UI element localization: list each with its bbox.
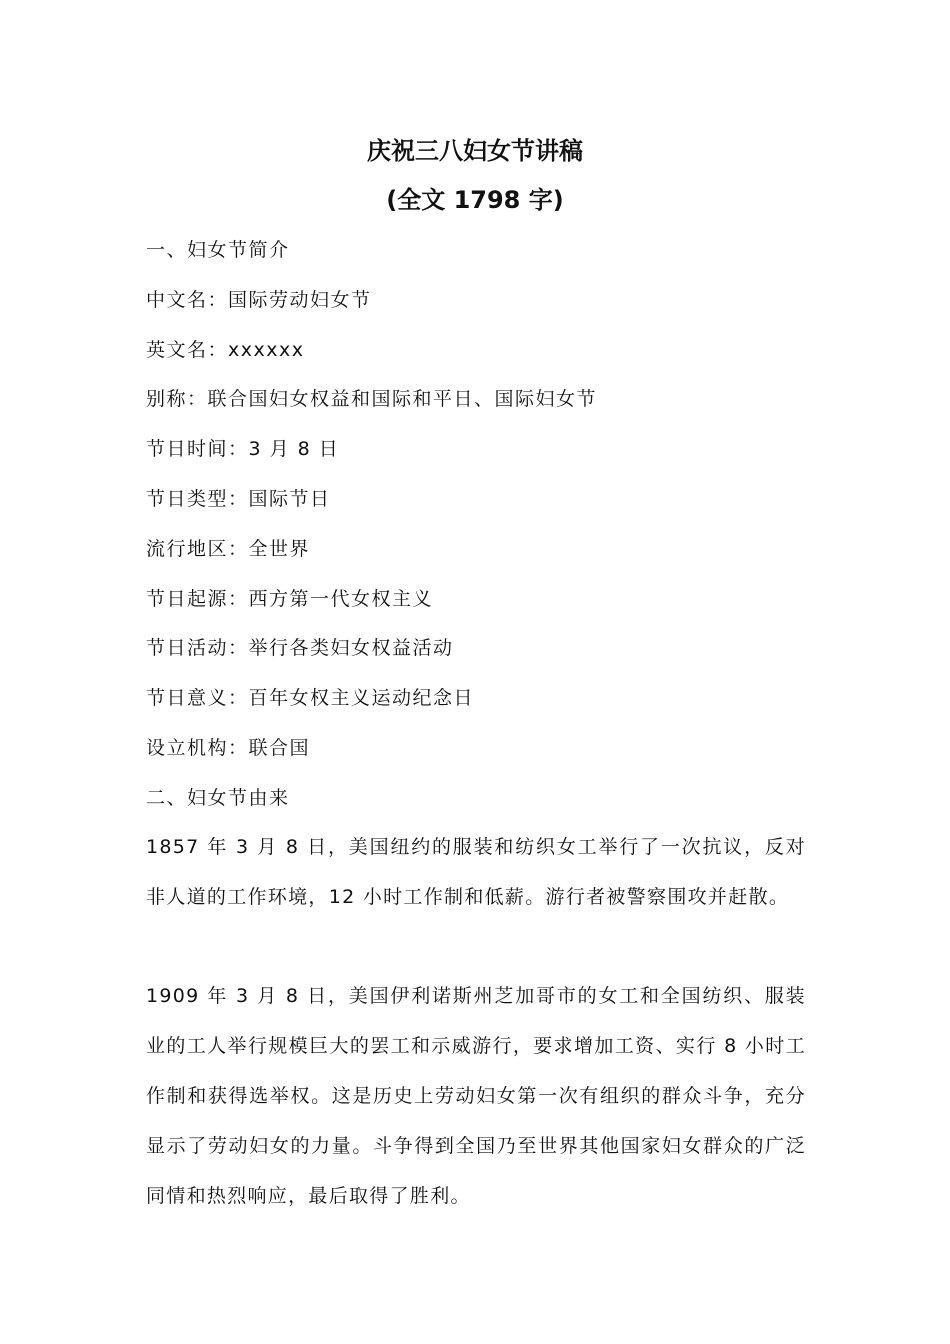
info-date: 节日时间：3 月 8 日 (146, 438, 340, 460)
section-heading-origin: 二、妇女节由来 (146, 787, 290, 809)
info-alias: 别称：联合国妇女权益和国际和平日、国际妇女节 (146, 388, 598, 410)
paragraph-1857: 1857 年 3 月 8 日，美国纽约的服装和纺织女工举行了一次抗议，反对非人道的工作环境，12 小时工作制和低薪。游行者被警察围攻并赶散。 (146, 836, 806, 908)
document-subtitle: (全文 1798 字) (386, 186, 564, 214)
info-type: 节日类型：国际节日 (146, 488, 331, 510)
info-english-name: 英文名：xxxxxx (146, 339, 305, 361)
info-chinese-name: 中文名：国际劳动妇女节 (146, 289, 372, 311)
info-region: 流行地区：全世界 (146, 538, 311, 560)
info-origin: 节日起源：西方第一代女权主义 (146, 588, 434, 610)
info-institution: 设立机构：联合国 (146, 737, 311, 759)
document-title: 庆祝三八妇女节讲稿 (367, 137, 583, 165)
section-heading-intro: 一、妇女节简介 (146, 239, 290, 261)
info-meaning: 节日意义：百年女权主义运动纪念日 (146, 687, 475, 709)
paragraph-1909: 1909 年 3 月 8 日，美国伊利诺斯州芝加哥市的女工和全国纺织、服装业的工人举行规模巨大的罢工和示威游行，要求增加工资、实行 8 小时工作制和获得选举权。这是历史上劳动妇女第一次有组织的群众斗争，充分显示了劳动妇女的力量。斗争得到全国乃至世界其他国家妇女群众的广泛同情和热烈响应，最后取得了胜利。 (146, 985, 806, 1207)
info-activities: 节日活动：举行各类妇女权益活动 (146, 637, 454, 659)
